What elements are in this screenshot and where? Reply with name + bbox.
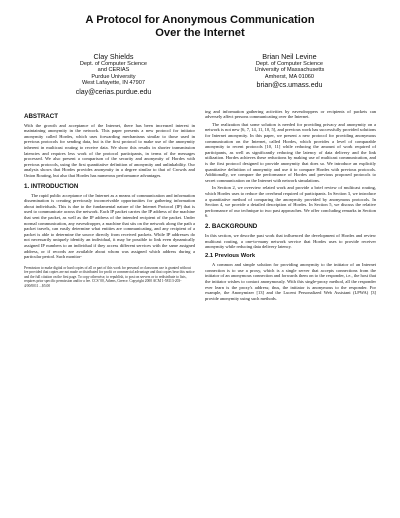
author-affiliation: University of Massachusetts (254, 67, 325, 74)
author-address: West Lafayette, IN 47907 (81, 80, 145, 87)
title-line-2: Over the Internet (155, 27, 245, 39)
author-affiliation: Dept. of Computer Science (79, 61, 148, 67)
body-columns (24, 109, 376, 304)
paper-title (24, 14, 376, 40)
paragraph: ing and information gathering activities by eavesdroppers or recipients of packets can adversely affect persons communicating over the Internet. (205, 108, 376, 120)
paragraph: In Section 2, we overview related work and provide a brief review of multicast routing, which Hordes uses to reduce the overhead required of participants. In Section 3, we introduce a quantitative method of comparing the anonymity provided by anonymous protocols. In Section 4, we provide a detailed description of Hordes. In Section 5, we discuss the relative performance of our technique to two past approaches. We offer concluding remarks in Section 6. (205, 185, 376, 219)
right-column (205, 109, 376, 304)
left-column (24, 109, 195, 304)
paragraph: The realization that some solution is needed for providing privacy and anonymity on a network is not new [6, 7, 14, 11, 10, 5], and previous work has successfully provided solutions for Internet anonymity. In this paper, we present a new protocol for providing anonymous communication on the Internet, called Hordes, which provides a level of comparable anonymity to recent protocols [10, 11] while reducing the amount of work required of participants, as well as significantly reducing the latency of data delivery and the link utilization. Hordes achieves these reductions by making use of multicast communication, and is the first protocol designed to provide anonymity that does so. We introduce an explicitly quantitative definition of anonymity and use it to compare Hordes with previous protocols. Additionally, we compare the performance of Hordes and previous proposed protocols to secret communication on the Internet with network simulations. (205, 121, 376, 183)
abstract-heading: ABSTRACT (24, 112, 59, 120)
introduction-text: The rapid public acceptance of the Internet as a means of communication and information dissemination is creating previously inconceivable opportunities for gathering information about individuals. This is due to the fundamental nature of the Internet Protocol (IP) that is used to communicate across the network. Each IP packet carries the IP address of the machine that sent the packet, as well as the IP address of the intended recipient of the packet. Under normal communication, any eavesdropper, a machine that sits on the network along the path a packet travels, can easily determine what entities are communicating, and any recipient of a packet is able to determine the source directly from received packets. While IP addresses do not necessarily uniquely identify an individual, it may be possible to link even dynamically assigned IP numbers to an individual if they access different services with the same assigned address, or if records are available about whom was assigned which address during a particular period. Such monitor- (24, 192, 195, 260)
introduction-heading: 1. INTRODUCTION (24, 182, 79, 190)
previous-work-text: A common and simple solution for providing anonymity to the initiator of an Internet connection is to use a proxy, which is a single server that accepts connections from the initiator of an anonymous connection and forwards them on to the responder, i.e., the host that the initiator wishes to contact anonymously. With this single-proxy method, all the responder ever learn is the proxy's address; thus, the initiator is anonymous to the responder. For example, the Anonymizer [13] and the Lucent Personalized Web Assistant (LPWA) [3] provide anonymity using such methods. (205, 262, 376, 301)
author-1 (76, 52, 152, 97)
author-affiliation: Dept. of Computer Science (255, 61, 324, 67)
author-email: brian@cs.umass.edu (256, 82, 323, 90)
author-affiliation: and CERIAS (97, 67, 130, 74)
abstract-text: With the growth and acceptance of the Internet, there has been increased interest in maintaining anonymity in the network. This paper presents a new protocol for initiator anonymity called Hordes, which uses forwarding mechanisms similar to those used in previous protocols for sending data, but is the first protocol to make use of the anonymity inherent in multicast routing to receive data. We show this results in shorter transmission latencies and requires less work of the protocol participants, in terms of the messages processed. We also present a comparison of the security and anonymity of Hordes with previous protocols, using the first quantitative definition of anonymity and unlinkability. Our analysis shows that Hordes provides anonymity in a degree similar to that of Crowds and Onion Routing, but also that Hordes has numerous performance advantages. (24, 122, 195, 178)
author-2 (255, 52, 325, 97)
previous-work-heading: 2.1 Previous Work (205, 252, 256, 259)
copyright-footnote: Permission to make digital or hard copies of all or part of this work for personal or classroom use is granted without fee provided that copies are not made or distributed for profit or commercial advantage and that copies bear this notice and the full citation on the first page. To copy otherwise, to republish, to post on servers or to redistribute to lists, requires prior specific permission and/or a fee. CCS '00, Athens, Greece. Copyright 2000 ACM 1-58113-203-4/00/0011 ...$5.00 (24, 265, 195, 289)
background-text: In this section, we describe past work that influenced the development of Hordes and review multicast routing, a one-to-many network service that Hordes uses to provide receiver anonymity while reducing data delivery latency. (205, 232, 376, 250)
author-name: Brian Neil Levine (262, 52, 317, 61)
author-name: Clay Shields (93, 52, 134, 61)
background-heading: 2. BACKGROUND (205, 222, 258, 230)
author-email: clay@cerias.purdue.edu (75, 88, 152, 96)
author-block (24, 52, 376, 97)
author-affiliation: Purdue University (91, 73, 136, 80)
author-address: Amherst, MA 01060 (264, 73, 315, 80)
title-line-1: A Protocol for Anonymous Communication (85, 14, 315, 26)
